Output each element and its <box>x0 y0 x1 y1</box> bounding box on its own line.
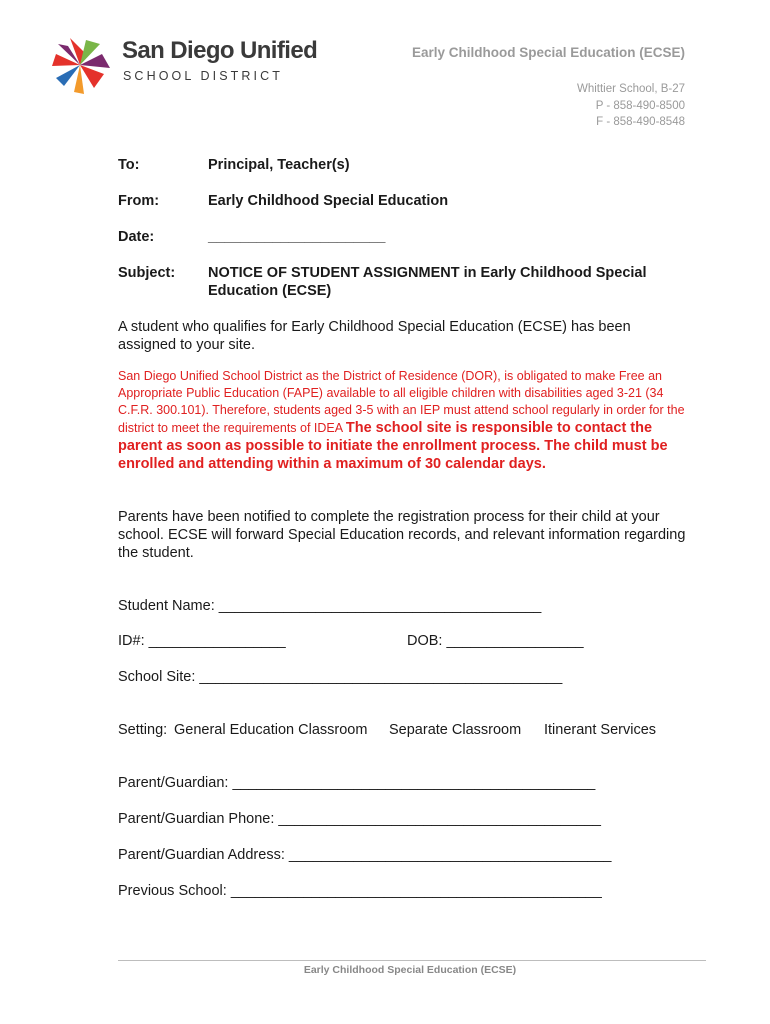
student-name-field[interactable]: Student Name: ________________________________________ <box>118 598 542 614</box>
setting-option-general[interactable]: General Education Classroom <box>174 722 368 738</box>
dob-field[interactable]: DOB: _________________ <box>407 633 584 649</box>
previous-school-field[interactable]: Previous School: ______________________________________________ <box>118 883 602 899</box>
subject-label: Subject: <box>118 265 176 281</box>
footer-divider <box>118 960 706 961</box>
id-field[interactable]: ID#: _________________ <box>118 633 286 649</box>
parent-address-field[interactable]: Parent/Guardian Address: ________________________________________ <box>118 847 612 863</box>
to-value: Principal, Teacher(s) <box>208 157 350 173</box>
district-logo-icon <box>50 34 110 96</box>
footer-text: Early Childhood Special Education (ECSE) <box>303 964 517 976</box>
parents-paragraph: Parents have been notified to complete the registration process for their child at your school. ECSE will forward Special Education records, and relevant information regarding the student. <box>118 509 686 561</box>
org-name: San Diego Unified <box>122 37 318 64</box>
contact-block <box>577 81 685 131</box>
parent-guardian-field[interactable]: Parent/Guardian: _____________________________________________ <box>118 775 596 791</box>
notice-bold-text: The school site is responsible to contact the parent as soon as possible to initiate the enrollment process. The child must be enrolled and attending within a maximum of 30 calendar days. <box>118 420 668 472</box>
notice-text: San Diego Unified School District as the District of Residence (DOR), is obligated to make Free an Appropriate Public Education (FAPE) available to all eligible children with disabilities aged 3-21 (34 C.F.R. 300.101). Therefore, students aged 3-5 with an IEP must attend school regularly in order for the district to meet the requirements of IDEA <box>118 369 685 435</box>
setting-option-separate[interactable]: Separate Classroom <box>389 722 522 738</box>
phone: P - 858-490-8500 <box>595 99 685 112</box>
setting-option-itinerant[interactable]: Itinerant Services <box>544 722 657 738</box>
notice-paragraph <box>118 368 698 473</box>
fax: F - 858-490-8548 <box>596 116 685 128</box>
parent-phone-field[interactable]: Parent/Guardian Phone: ________________________________________ <box>118 811 601 827</box>
to-label: To: <box>118 157 140 173</box>
intro-paragraph: A student who qualifies for Early Childhood Special Education (ECSE) has been assigned to your site. <box>118 319 631 353</box>
date-field[interactable]: ______________________ <box>208 229 386 245</box>
department-title: Early Childhood Special Education (ECSE) <box>411 45 685 60</box>
org-subtitle: SCHOOL DISTRICT <box>123 69 283 83</box>
from-label: From: <box>118 193 160 209</box>
school-site-field[interactable]: School Site: _____________________________________________ <box>118 669 563 685</box>
address: Whittier School, B-27 <box>576 83 685 95</box>
subject-value: NOTICE OF STUDENT ASSIGNMENT in Early Childhood Special Education (ECSE) <box>208 265 647 299</box>
date-label: Date: <box>118 229 155 245</box>
setting-label: Setting: <box>118 722 168 738</box>
from-value: Early Childhood Special Education <box>208 193 449 209</box>
